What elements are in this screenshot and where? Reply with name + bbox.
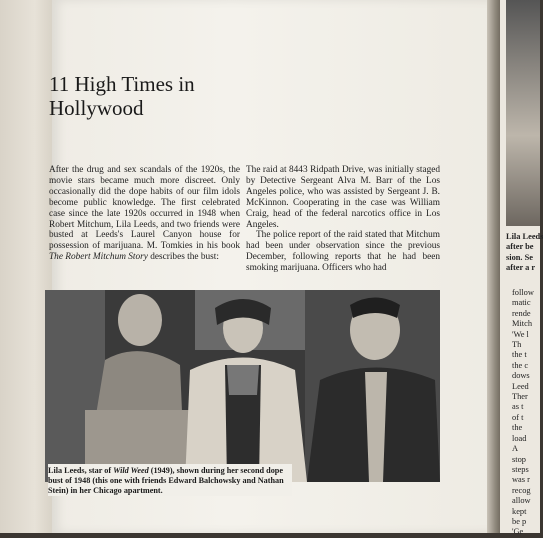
facing-page-text [512,288,534,538]
facing-text-line: the c [512,360,529,370]
facing-caption-line: after a r [506,263,536,273]
right-paragraph-1: The raid at 8443 Ridpath Drive, was initially staged by Detective Sergeant Alva M. Barr of the Los Angeles police, who was assisted by Sergeant J. B. McKinnon. Cooperating in the case was William Craig, head of the federal narcotics office in Los Angeles. [246,165,440,230]
facing-caption-line: Lila Leeds [506,232,543,241]
facing-text-line: stop [512,454,526,464]
facing-text-line: Mitch [512,319,533,329]
facing-page-caption [506,232,543,274]
photo-caption [48,464,292,496]
right-text-column [246,165,440,274]
facing-text-line: follow [512,288,534,297]
facing-text-line: of t [512,412,524,422]
facing-text-line: rende [512,308,531,318]
book-gutter [487,0,501,533]
facing-caption-line: sion. Se [506,252,533,262]
facing-text-line: Ther [512,392,528,402]
facing-text-line: Th [512,340,522,350]
facing-text-line: 'We l [512,329,529,339]
left-paragraph-1-end: describes the bust: [150,252,219,263]
caption-name: Lila Leeds, star of [48,466,112,475]
facing-text-line: was r [512,475,530,485]
facing-page [500,0,543,537]
left-paragraph-1 [49,165,240,263]
chapter-title-line1: 11 High Times in [49,72,195,96]
caption-rest: (1949), shown during her second dope bust of 1948 (this one with friends Edward Balchowsky and Nathan Stein) in her Chicago apartment. [48,466,284,495]
left-text-column [49,165,240,263]
chapter-title-line2: Hollywood [49,96,144,120]
facing-caption-line: after be [506,242,534,252]
facing-text-line: the t [512,350,527,360]
facing-text-line: Leed [512,381,529,391]
facing-text-line: dows [512,371,530,381]
facing-text-line: be p [512,516,527,526]
facing-text-line: kept [512,506,527,516]
chapter-title [49,72,249,120]
facing-text-line: steps [512,464,529,474]
facing-text-line: matic [512,298,531,308]
book-title: The Robert Mitchum Story [49,252,148,263]
facing-text-line: load [512,433,527,443]
facing-text-line: as t [512,402,524,412]
left-paragraph-1-text: After the drug and sex scandals of the 1920s, the movie stars became much more discreet. Only occasionally did the dope habits of our film idols become public knowledge. The first celebrated case since the late 1920s occurred in 1948 when Robert Mitchum, Lila Leeds, and two friends were busted at Leeds's Laurel Canyon house for possession of marijuana. M. Tomkies in his book [49,165,240,252]
photo-illustration [45,290,440,482]
facing-text-line: A [512,444,519,454]
facing-text-line: the [512,423,523,433]
facing-text-line: 'Ge [512,527,524,537]
facing-page-photo [506,0,540,226]
right-paragraph-2: The police report of the raid stated that Mitchum had been under observation since the previous December, following reports that he had been smoking marijuana. Officers who had [246,230,440,274]
halftone-photograph [45,290,440,482]
facing-text-line: allow [512,496,531,506]
facing-text-line: recog [512,485,531,495]
caption-film-title: Wild Weed [113,466,149,475]
